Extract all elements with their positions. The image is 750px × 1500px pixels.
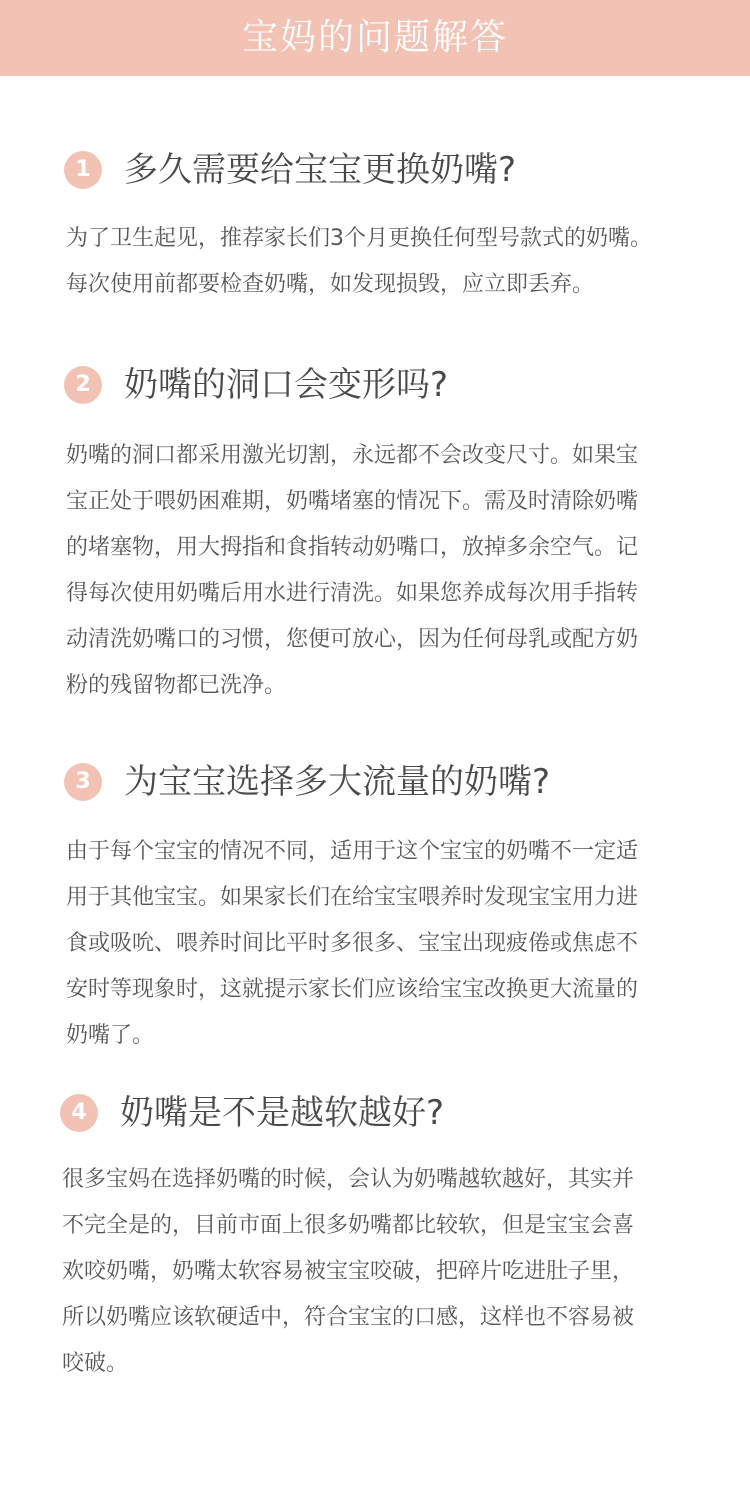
number-badge-1: 1 [64,151,102,189]
question-2 [64,360,448,410]
question-1-title: 多久需要给宝宝更换奶嘴? [124,150,517,190]
number-badge-3: 3 [64,763,102,801]
question-1 [64,145,516,195]
page-header [0,0,750,76]
page-title: 宝妈的问题解答 [241,17,508,58]
answer-3-text: 由于每个宝宝的情况不同，适用于这个宝宝的奶嘴不一定适 用于其他宝宝。如果家长们在给宝宝喂养时发现宝宝用力进 食或吸吮、喂养时间比平时多很多、宝宝出现疲倦或焦虑不 安时等现象时，这就提示家长们应该给宝宝改换更大流量的 奶嘴了。 [66,839,639,1048]
number-badge-2: 2 [64,366,102,404]
question-3-title: 为宝宝选择多大流量的奶嘴? [124,762,551,802]
question-2-title: 奶嘴的洞口会变形吗? [124,365,449,405]
answer-4-text: 很多宝妈在选择奶嘴的时候，会认为奶嘴越软越好，其实并 不完全是的，目前市面上很多奶嘴都比较软，但是宝宝会喜 欢咬奶嘴，奶嘴太软容易被宝宝咬破，把碎片吃进肚子里， 所以奶嘴应该软硬适中，符合宝宝的口感，这样也不容易被 咬破。 [62,1167,635,1376]
number-badge-4: 4 [60,1094,98,1132]
question-4 [60,1088,444,1138]
answer-1-text: 为了卫生起见，推荐家长们3个月更换任何型号款式的奶嘴。 每次使用前都要检查奶嘴，如发现损毁，应立即丢弃。 [66,226,652,297]
question-3 [64,757,550,807]
question-4-title: 奶嘴是不是越软越好? [120,1093,445,1133]
answer-2-text: 奶嘴的洞口都采用激光切割，永远都不会改变尺寸。如果宝 宝正处于喂奶困难期，奶嘴堵塞的情况下。需及时清除奶嘴 的堵塞物，用大拇指和食指转动奶嘴口，放掉多余空气。记 得每次使用奶嘴后用水进行清洗。如果您养成每次用手指转 动清洗奶嘴口的习惯，您便可放心，因为任何母乳或配方奶 粉的残留物都已洗净。 [66,443,639,698]
